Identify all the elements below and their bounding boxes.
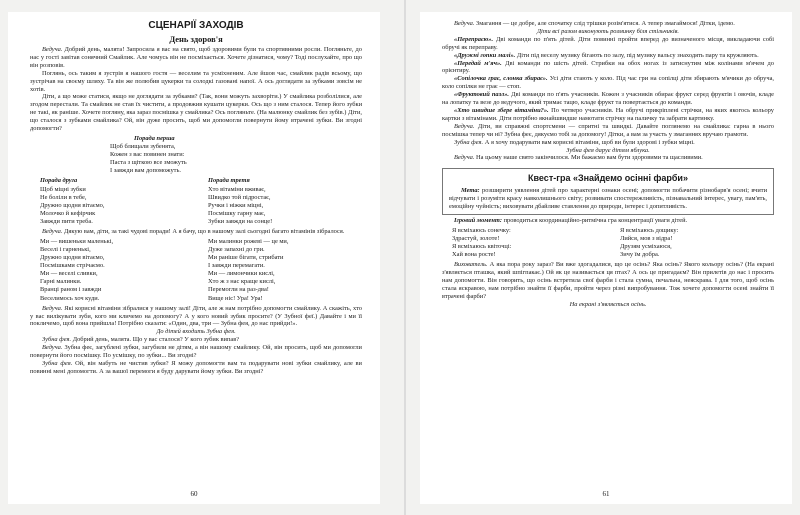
game-paragraph: «Фруктовий пазл». Дві команди по п'ять учасників. Кожен з учасників обирає фрукт серед фруктів і овочів, кладе на лопатку та везе до ведучого, який тримає тацю, кладе фрукт та повертається до команди. bbox=[442, 91, 774, 107]
event-title: День здоров'я bbox=[169, 34, 223, 44]
paragraph: Ведуча. Які корисні вітаміни зібралися у нашому залі! Діти, але ж нам потрібно допомогти смайлику. А скажіть, хто у вас вилікувати зуби, кого ми кличемо на допомогу? А у кого новий зубик просите? (У Зубної феї.) Давайте і ми її покличемо, щоб вона прийшла! Потрібно сказати: «Один, два, три — Зубна фея, до нас прийди!». bbox=[30, 304, 362, 328]
paragraph: Діти, а що може статися, якщо не доглядати за зубками? (Так, вони можуть захворіти.) У смайлика розболілися, але згодом перестали. Та смайлик не став їх чистити, а продовжив кушати цукерки. Ось що з ним сталося. Тепер його зубки не такі, як раніше. Хочете погляну, яка зараз посмішка у смайлика? Ось погляньте. (На малюнку смайлик без зубів.) Діти, що сталося з зубками смайлика? Ой, він дуже просить, щоб ми допомогли повернути йому втрачені зубки. Ви згодні допомогти? bbox=[30, 93, 362, 133]
smile-verse: Я всміхаюсь сонечку: Здрастуй, золоте! Я всміхаюсь квіточці: Хай вона росте! Я всміхаюсь дощику: Лийся, мов з відра! Друзям усміхаюся, Зичу їм добра. bbox=[452, 226, 679, 259]
advice-three: Порада третя Хто вітаміни вживає, Швидко той підростає, Ручки і ніжки міцні, Посмішку гарну має, Зубки завжди на сонце! bbox=[208, 177, 273, 225]
book-gutter bbox=[404, 0, 406, 515]
game-paragraph: «Дружні гопки малі». Діти під веселу музику бігають по залу, під музику вальсу знаходять пару та кружляють. bbox=[454, 51, 759, 59]
paragraph: Ведуча. Діти, ви справжні спортсмени — спритні та швидкі. Давайте поглянемо на смайлика: гарна в нього посмішка тепер чи ні? Зубна феє, дякуємо тобі за допомогу! Дітки, а вам за участь у змаганнях вручаю грамоти. bbox=[442, 122, 774, 138]
paragraph: Зубна фея. Добрий день, малята. Що у вас сталося? У кого зубик випав? bbox=[42, 336, 240, 344]
paragraph: Ведуча. Добрий день, малята! Запросила я вас на свято, щоб здоровими були та спортивними росли. Погляньте, до нас у гості завітав сонячний Смайлик. Але чомусь він не посміхається. Хочете дізнатися, чому? Тоді послухайте, про що він розповів. bbox=[30, 46, 362, 69]
game-paragraph: «Перепраєю». Дві команди по п'ять дітей. Діти повинні пройти вперед до визначеного місця, викладаючи собі обручі як переправу. bbox=[442, 35, 774, 51]
game-paragraph: «Хто швидше збере вітаміни?». По четверо учасників. На обручі прикріплені стрічки, на яких якогось кольору картки з вітамінами. Діти потрібно якнайшвидше намотати стрічку на паличку та забрати картинку. bbox=[442, 106, 774, 122]
page-number: 60 bbox=[190, 490, 198, 498]
right-page bbox=[420, 12, 792, 504]
stage-direction: До дітей входить Зубна фея. bbox=[156, 328, 236, 336]
advice-two: Порада друга Щоб міцні зубки Не боліли в тебе, Дружно щодня вітаємо, Молочко й кефірчик Завжди пити треба. bbox=[40, 177, 105, 225]
paragraph: Поглянь, ось таким я зустрів я нашого гостя — веселим та усміхненим. Але йшов час, смайлик радів всьому, що зустрічав на своєму шляху. Та він же полюбив цукерки та солодкі газовані напої. А ось доглядати за зубками зовсім не хотів. bbox=[30, 69, 362, 93]
vitamins-poem: Ми — вишеньки маленькі, Веселі і гарненькі, Дружно щодня вітаємо, Посмішками стрічаємо. Ми — веселі сливки, Гарні малинки. Вранці раном і завжди Веселимось хоч куди. Ми малинки рожеві — це ми, Дуже запахні до гри. Ми раніше бігати, стрибати І завжди перемагати. Ми — лимончики кислі, Хто ж з нас краще кислі, Перемогли на раз-два! Вище ніс! Ура! Ура! bbox=[40, 237, 289, 302]
stage-direction: Діти всі разом виконують розминку біля стільчиків. bbox=[536, 27, 680, 35]
game-paragraph: «Сопілочка грає, слонка збирає». Усі діти стають у коло. Під час гри на сопілці діти збирають м'ячики до обруча, коло сопілки не грає — стоп. bbox=[442, 75, 775, 91]
advice-one: Порада перша Щоб блищали зубенята, Кожен з вас повинен знати: Паста з щіткою все зможуть І завжди вам допоможуть. bbox=[110, 134, 187, 175]
quest-title: Квест-гра «Знайдемо осінні фарби» bbox=[528, 173, 688, 184]
paragraph: Ігровий момент: проводиться координаційно-ритмічна гра концентрації уваги дітей. bbox=[454, 217, 688, 225]
stage-direction: Зубна фея дарує дітям яблука. bbox=[566, 146, 650, 154]
advice-columns bbox=[30, 177, 362, 226]
left-page-content bbox=[30, 20, 362, 376]
page-number: 61 bbox=[602, 490, 610, 498]
left-page bbox=[8, 12, 380, 504]
stage-direction: На екрані з'являється осінь. bbox=[569, 300, 647, 308]
paragraph: Ведуча. На цьому наше свято закінчилося. Ми бажаємо вам бути здоровими та щасливими. bbox=[454, 154, 703, 162]
right-page-content bbox=[442, 20, 774, 309]
paragraph: Вихователь. А яка пора року зараз? Ви вже здогадалися, що це осінь? Яка осінь? Якого кольору осінь? (На екрані з'являється пташка, який шпігпакає.) Ой як це називається ця птах? А ось це пригадаєм? Він прилетів до нас і просить нам допомогти. Він говорить, що осінь встретила свої фарби і стала сумна, печальна, неяскрава. І для того, щоб осінь стала яскравою, нам потрібно знайти її фарби, пройти через різні випробування. Тож хочете допомогти осені знайти її втрачені фарби? bbox=[442, 261, 774, 300]
paragraph: Зубна фея. А я хочу подарувати вам корисні вітаміни, щоб ви були здорові і зубки міцні. bbox=[454, 138, 695, 146]
goal-paragraph: Мета: розширити уявлення дітей про характерні ознаки осені; допомогти побачити різнобарв'я осені; вчити відчувати і розуміти красу навколишнього світу; розвивати спостережливість, пізнавальний інтерес, увагу, пам'ять, емоційну чуйність; виховувати дбайливе ставлення до природи, інтерес і допитливість. bbox=[449, 187, 767, 211]
paragraph: Зубна фея. Ой, він мабуть не чистив зубки? Я можу допомогти вам та подарувати нові зубки смайлику, але ви повинні мені допомогти. А за вашої перемоги я буду дарувати йому зубки. Ви згодні? bbox=[30, 360, 362, 375]
game-paragraph: «Передай м'яч». Дві команди по шість дітей. Стрибки на обох ногах із затиснутим між колінами м'ячем до орієнтиру. bbox=[442, 59, 774, 75]
paragraph: Ведуча. Змагання — це добре, але спочатку слід трішки розім'ятися. А тепер змагаймося! Дітки, ідемо. bbox=[454, 20, 735, 27]
section-title: СЦЕНАРІЇ ЗАХОДІВ bbox=[148, 20, 244, 31]
paragraph: Ведуча. Дякую вам, діти, за такі чудові поради! А я бачу, що в нашому залі сьогодні багато вітамінів зібралося. bbox=[42, 228, 345, 235]
paragraph: Ведуча. Зубна феє, загублені зубки, загубили не дітям, а він нашому смайлику. Ой, він просить, щоб ми допомогли повернути його посмішку. По усмішку, по зубки... Ви згодні? bbox=[30, 344, 362, 360]
quest-box bbox=[442, 168, 774, 215]
